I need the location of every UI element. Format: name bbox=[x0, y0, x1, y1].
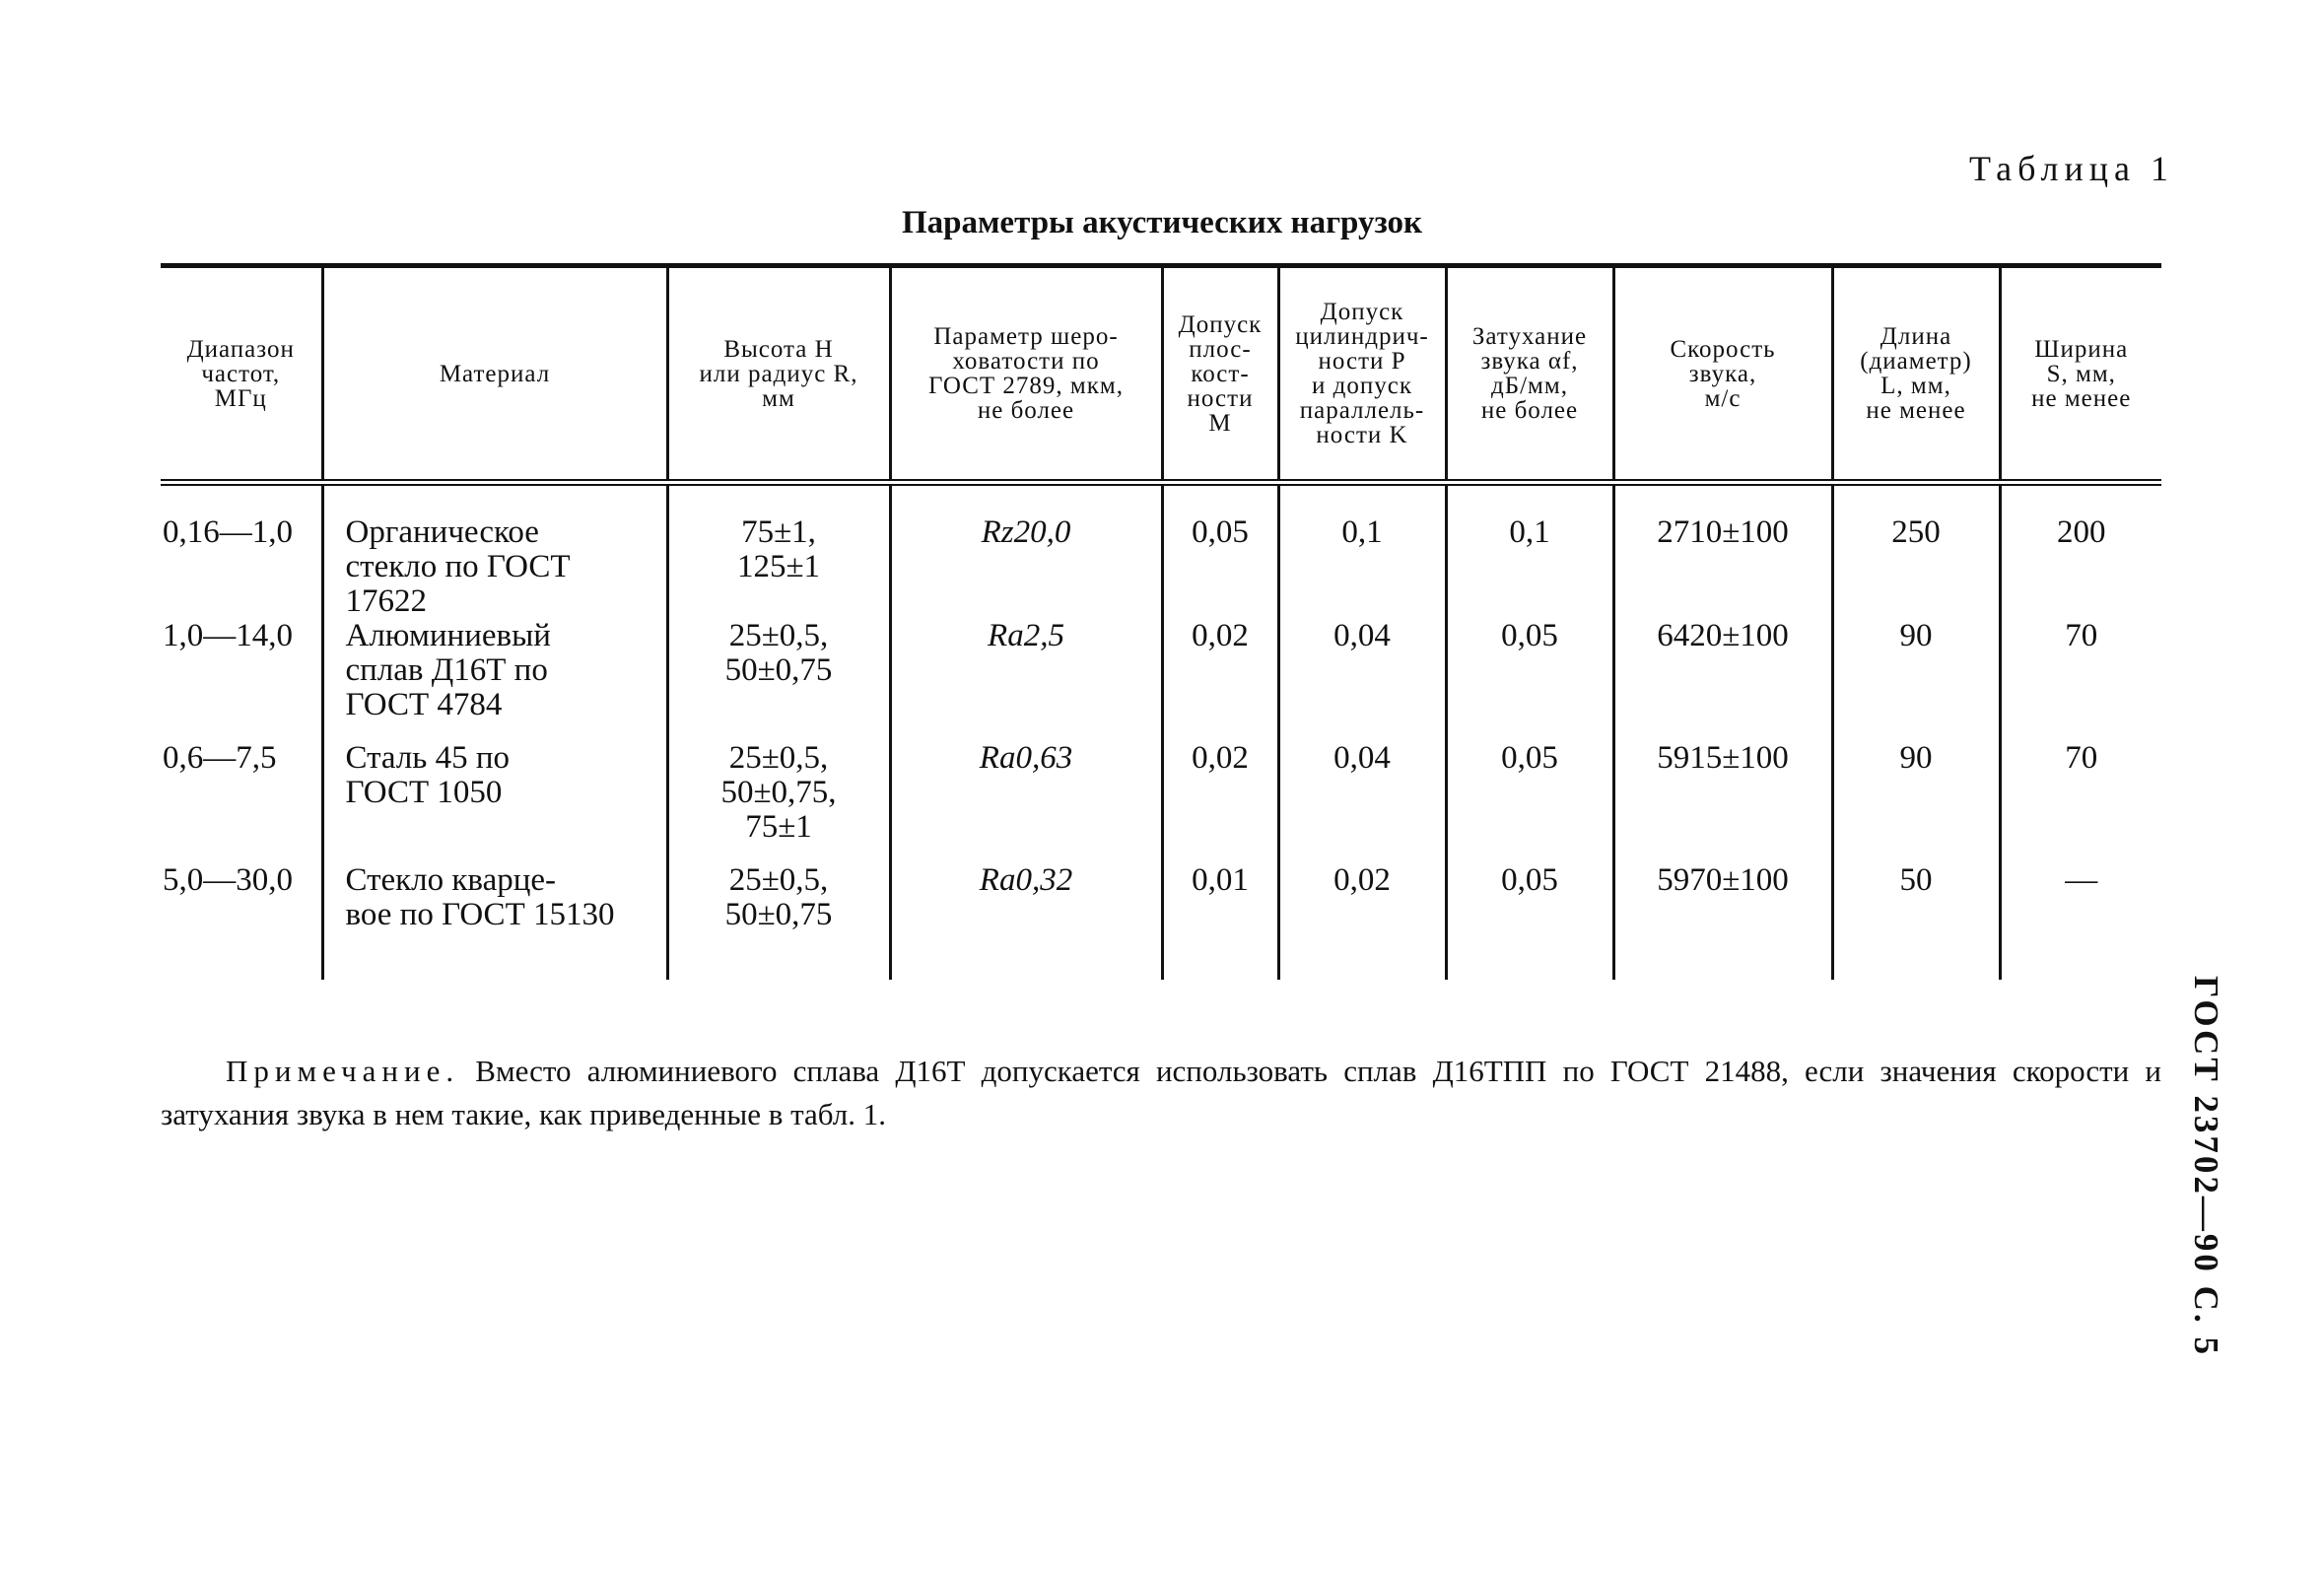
acoustic-loads-table bbox=[161, 263, 2161, 980]
cell-velocity bbox=[1613, 741, 1832, 863]
cell-material bbox=[322, 863, 667, 980]
cell-cylindricity bbox=[1278, 619, 1446, 741]
cell-value: 5970±100 bbox=[1657, 862, 1789, 898]
cell-value: 6420±100 bbox=[1657, 618, 1789, 653]
cell-velocity bbox=[1613, 619, 1832, 741]
cell-frequency-range bbox=[161, 619, 322, 741]
header-line: плос- bbox=[1189, 335, 1252, 363]
cell-value: 50 bbox=[1899, 862, 1933, 898]
cell-flatness bbox=[1162, 483, 1278, 620]
cell-attenuation bbox=[1446, 483, 1613, 620]
cell-line: Органическое bbox=[345, 514, 539, 550]
cell-value: 0,05 bbox=[1501, 618, 1558, 653]
header-line: Материал bbox=[439, 360, 551, 387]
header-line: дБ/мм, bbox=[1491, 373, 1568, 399]
table-title: Параметры акустических нагрузок bbox=[901, 205, 1423, 240]
cell-flatness bbox=[1162, 741, 1278, 863]
cell-length bbox=[1832, 741, 2000, 863]
header-line: L, мм, bbox=[1880, 373, 1951, 399]
header-line: Затухание bbox=[1471, 323, 1588, 350]
cell-frequency-range bbox=[161, 863, 322, 980]
table-label: Таблица 1 bbox=[1969, 149, 2174, 188]
cell-height bbox=[667, 619, 890, 741]
header-width bbox=[2000, 266, 2161, 483]
cell-velocity bbox=[1613, 483, 1832, 620]
cell-line: 75±1, bbox=[741, 514, 816, 550]
cell-value: 70 bbox=[2065, 740, 2098, 776]
cell-value: 200 bbox=[2057, 514, 2106, 550]
table-body bbox=[161, 483, 2161, 981]
header-line: кост- bbox=[1191, 360, 1250, 387]
header-line: мм bbox=[762, 384, 795, 412]
cell-value: 70 bbox=[2065, 618, 2098, 653]
header-line: и допуск bbox=[1312, 373, 1412, 399]
header-line: S, мм, bbox=[2046, 360, 2116, 387]
header-line: или радиус R, bbox=[699, 360, 858, 387]
cell-line: сплав Д16Т по bbox=[345, 652, 548, 688]
cell-height bbox=[667, 741, 890, 863]
cell-width bbox=[2000, 863, 2161, 980]
header-line: ГОСТ 2789, мкм, bbox=[928, 373, 1124, 399]
cell-length bbox=[1832, 863, 2000, 980]
header-material bbox=[322, 266, 667, 483]
cell-material bbox=[322, 741, 667, 863]
cell-value: Ra0,63 bbox=[979, 740, 1073, 776]
cell-value: 2710±100 bbox=[1657, 514, 1789, 550]
header-line: ности K bbox=[1316, 422, 1408, 448]
parameters-table bbox=[161, 263, 2161, 980]
cell-flatness bbox=[1162, 863, 1278, 980]
header-line: цилиндрич- bbox=[1295, 323, 1429, 350]
cell-frequency-range bbox=[161, 483, 322, 620]
cell-frequency-range bbox=[161, 741, 322, 863]
header-line: ности P bbox=[1318, 348, 1406, 375]
header-line: м/с bbox=[1704, 384, 1742, 412]
cell-value: — bbox=[2065, 862, 2098, 898]
cell-line: Сталь 45 по bbox=[345, 740, 511, 776]
header-line: Скорость bbox=[1670, 335, 1776, 363]
cell-value: 0,04 bbox=[1333, 618, 1391, 653]
cell-value: 0,04 bbox=[1333, 740, 1391, 776]
cell-material bbox=[322, 483, 667, 620]
header-velocity bbox=[1613, 266, 1832, 483]
cell-line: ГОСТ 4784 bbox=[345, 687, 503, 722]
header-line: звука, bbox=[1688, 360, 1757, 387]
header-line: Допуск bbox=[1178, 310, 1263, 338]
cell-length bbox=[1832, 619, 2000, 741]
note-label: Примечание. bbox=[226, 1054, 460, 1088]
header-roughness bbox=[890, 266, 1162, 483]
cell-line: 17622 bbox=[345, 583, 427, 619]
header-line: не менее bbox=[2031, 384, 2132, 412]
cell-attenuation bbox=[1446, 619, 1613, 741]
table-row bbox=[161, 863, 2161, 980]
cell-width bbox=[2000, 741, 2161, 863]
header-line: МГц bbox=[214, 384, 267, 412]
table-row bbox=[161, 483, 2161, 620]
page-side-label: ГОСТ 23702—90 С. 5 bbox=[2187, 976, 2225, 1357]
cell-value: 5,0—30,0 bbox=[163, 862, 293, 898]
cell-value: 250 bbox=[1891, 514, 1941, 550]
cell-value: 0,05 bbox=[1501, 740, 1558, 776]
cell-line: 25±0,5, bbox=[728, 618, 829, 653]
cell-line: 50±0,75 bbox=[724, 897, 833, 932]
note-text: Вместо алюминиевого сплава Д16Т допускается использовать сплав Д16ТПП по ГОСТ 21488, если значения скорости и затухания звука в нем такие, как приведенные в табл. 1. bbox=[161, 1054, 2161, 1131]
header-line: не менее bbox=[1866, 397, 1966, 424]
cell-value: 0,16—1,0 bbox=[163, 514, 293, 550]
header-height bbox=[667, 266, 890, 483]
cell-value: Ra2,5 bbox=[988, 618, 1064, 653]
cell-line: ГОСТ 1050 bbox=[345, 775, 503, 810]
cell-value: 0,1 bbox=[1509, 514, 1550, 550]
header-flatness bbox=[1162, 266, 1278, 483]
table-header-row bbox=[161, 266, 2161, 483]
cell-line: стекло по ГОСТ bbox=[345, 549, 571, 584]
cell-roughness bbox=[890, 863, 1162, 980]
header-length bbox=[1832, 266, 2000, 483]
header-cylindricity bbox=[1278, 266, 1446, 483]
cell-material bbox=[322, 619, 667, 741]
cell-flatness bbox=[1162, 619, 1278, 741]
cell-width bbox=[2000, 483, 2161, 620]
header-line: Ширина bbox=[2034, 335, 2129, 363]
cell-line: 50±0,75 bbox=[724, 652, 833, 688]
cell-value: 5915±100 bbox=[1657, 740, 1789, 776]
cell-line: вое по ГОСТ 15130 bbox=[345, 897, 615, 932]
header-line: звука αf, bbox=[1480, 348, 1579, 375]
cell-line: 50±0,75, bbox=[720, 775, 837, 810]
cell-width bbox=[2000, 619, 2161, 741]
header-line: ности bbox=[1187, 384, 1254, 412]
cell-line: 25±0,5, bbox=[728, 740, 829, 776]
header-line: параллель- bbox=[1299, 397, 1425, 424]
cell-value: Ra0,32 bbox=[979, 862, 1073, 898]
header-line: Длина bbox=[1880, 323, 1952, 350]
cell-value: 0,02 bbox=[1192, 740, 1249, 776]
cell-value: 90 bbox=[1899, 618, 1933, 653]
cell-height bbox=[667, 863, 890, 980]
header-line: Параметр шеро- bbox=[933, 323, 1119, 350]
cell-value: Rz20,0 bbox=[981, 514, 1071, 550]
cell-roughness bbox=[890, 741, 1162, 863]
cell-line: Стекло кварце- bbox=[345, 862, 557, 898]
cell-value: 0,1 bbox=[1341, 514, 1383, 550]
cell-value: 0,02 bbox=[1192, 618, 1249, 653]
cell-value: 1,0—14,0 bbox=[163, 618, 293, 653]
header-line: не более bbox=[977, 397, 1075, 424]
cell-cylindricity bbox=[1278, 863, 1446, 980]
cell-value: 90 bbox=[1899, 740, 1933, 776]
cell-velocity bbox=[1613, 863, 1832, 980]
cell-value: 0,01 bbox=[1192, 862, 1249, 898]
cell-height bbox=[667, 483, 890, 620]
cell-roughness bbox=[890, 619, 1162, 741]
header-line: не более bbox=[1480, 397, 1579, 424]
cell-line: 75±1 bbox=[745, 809, 812, 845]
table-note bbox=[161, 1050, 2161, 1136]
cell-cylindricity bbox=[1278, 483, 1446, 620]
cell-value: 0,05 bbox=[1501, 862, 1558, 898]
cell-line: 125±1 bbox=[736, 549, 821, 584]
table-row bbox=[161, 619, 2161, 741]
cell-value: 0,05 bbox=[1192, 514, 1249, 550]
header-frequency-range bbox=[161, 266, 322, 483]
header-line: Высота H bbox=[723, 335, 834, 363]
header-line: Диапазон bbox=[186, 335, 295, 363]
cell-value: 0,6—7,5 bbox=[163, 740, 277, 776]
cell-cylindricity bbox=[1278, 741, 1446, 863]
cell-attenuation bbox=[1446, 863, 1613, 980]
header-line: (диаметр) bbox=[1860, 348, 1972, 375]
header-line: частот, bbox=[201, 360, 281, 387]
header-line: Допуск bbox=[1320, 299, 1404, 325]
table-row bbox=[161, 741, 2161, 863]
cell-line: Алюминиевый bbox=[345, 618, 551, 653]
cell-roughness bbox=[890, 483, 1162, 620]
header-line: ховатости по bbox=[952, 348, 1100, 375]
cell-value: 0,02 bbox=[1333, 862, 1391, 898]
header-line: M bbox=[1208, 409, 1232, 437]
cell-length bbox=[1832, 483, 2000, 620]
cell-line: 25±0,5, bbox=[728, 862, 829, 898]
header-attenuation bbox=[1446, 266, 1613, 483]
cell-attenuation bbox=[1446, 741, 1613, 863]
